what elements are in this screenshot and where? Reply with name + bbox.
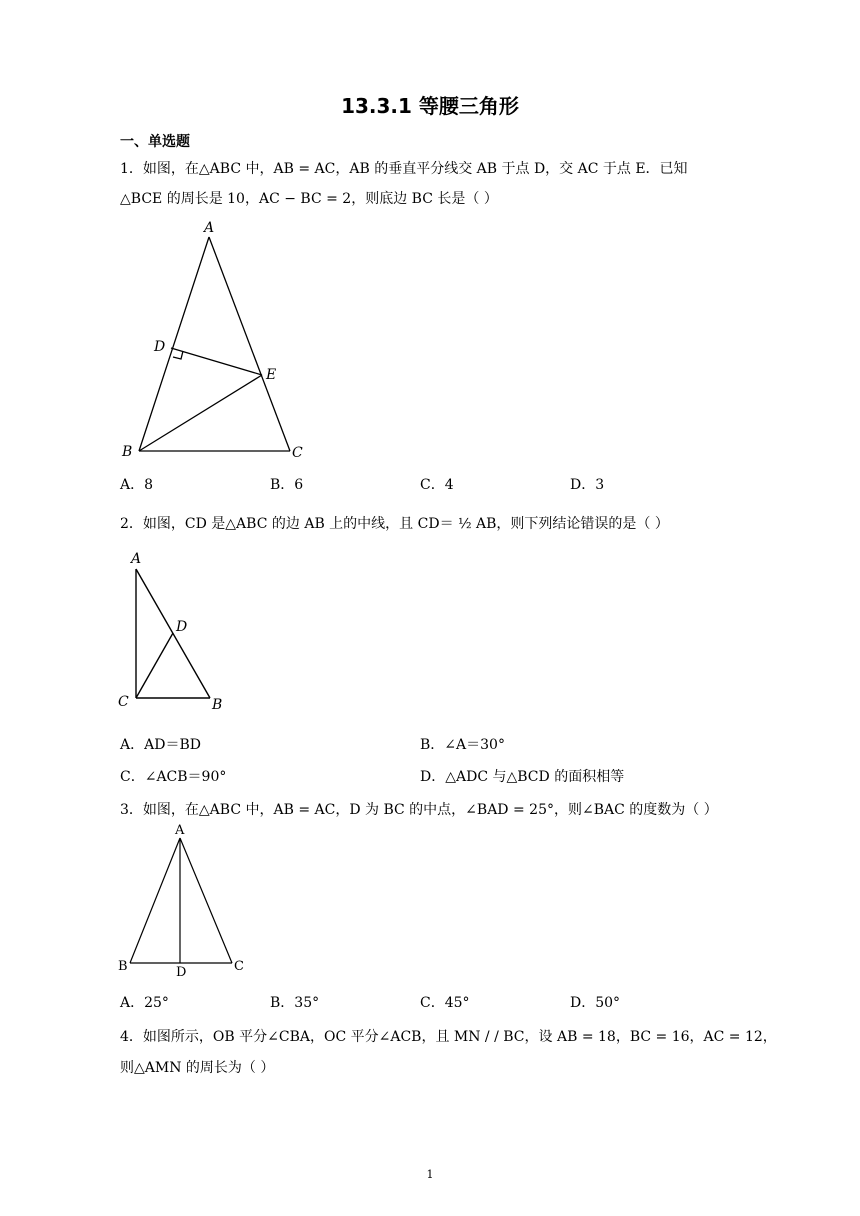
q1-label-c: C <box>292 445 303 461</box>
section-heading: 一、单选题 <box>120 134 190 150</box>
q1-stem-line2: △BCE 的周长是 10，AC − BC = 2，则底边 BC 长是（ ） <box>120 191 498 207</box>
q2-label-b: B <box>212 697 223 713</box>
q1-option-c[interactable]: C．4 <box>420 477 454 493</box>
q2-stem: 2．如图，CD 是△ABC 的边 AB 上的中线，且 CD＝ ½ AB，则下列结论错误的是（ ） <box>120 516 669 532</box>
q2-option-c[interactable]: C．∠ACB＝90° <box>120 769 227 785</box>
q2-option-b[interactable]: B．∠A＝30° <box>420 737 505 753</box>
q2-option-d[interactable]: D．△ADC 与△BCD 的面积相等 <box>420 769 625 785</box>
q3-side-ab <box>130 838 180 963</box>
q4-stem-line2: 则△AMN 的周长为（ ） <box>120 1060 275 1076</box>
page-title: 13.3.1 等腰三角形 <box>341 94 519 118</box>
page-number: 1 <box>426 1168 434 1181</box>
q2-label-a: A <box>131 551 142 567</box>
q1-side-ac <box>209 237 290 451</box>
q3-option-a[interactable]: A．25° <box>120 995 169 1011</box>
q2-figure <box>112 545 242 715</box>
q1-option-a[interactable]: A．8 <box>120 477 154 493</box>
q3-stem: 3．如图，在△ABC 中，AB = AC，D 为 BC 的中点，∠BAD = 25°，则∠BAC 的度数为（ ） <box>120 802 718 818</box>
q1-option-b[interactable]: B．6 <box>270 477 304 493</box>
q3-side-ac <box>180 838 232 963</box>
q4-stem-line1: 4．如图所示，OB 平分∠CBA，OC 平分∠ACB，且 MN / / BC，设 AB = 18，BC = 16，AC = 12， <box>120 1029 777 1045</box>
q3-option-d[interactable]: D．50° <box>570 995 621 1011</box>
q3-label-d: D <box>176 965 187 980</box>
q1-label-b: B <box>122 444 133 460</box>
right-angle-mark <box>173 351 183 359</box>
q3-label-a: A <box>175 823 185 838</box>
q2-option-a[interactable]: A．AD＝BD <box>120 737 201 753</box>
q1-label-a: A <box>204 220 215 236</box>
q1-option-d[interactable]: D．3 <box>570 477 605 493</box>
q1-label-e: E <box>266 367 277 383</box>
q2-label-d: D <box>176 619 188 635</box>
q1-label-d: D <box>154 339 166 355</box>
q2-median-cd <box>136 633 173 698</box>
q2-label-c: C <box>118 694 129 710</box>
q1-segment-de <box>171 348 262 375</box>
q1-stem-line1: 1．如图，在△ABC 中，AB = AC，AB 的垂直平分线交 AB 于点 D，交 AC 于点 E．已知 <box>120 161 688 177</box>
q1-figure <box>110 215 320 465</box>
q1-side-ab <box>139 237 209 451</box>
q1-segment-be <box>139 375 262 451</box>
q3-label-b: B <box>118 959 128 974</box>
q3-option-c[interactable]: C．45° <box>420 995 470 1011</box>
q3-figure <box>110 820 260 980</box>
q3-label-c: C <box>234 959 244 974</box>
q3-option-b[interactable]: B．35° <box>270 995 320 1011</box>
